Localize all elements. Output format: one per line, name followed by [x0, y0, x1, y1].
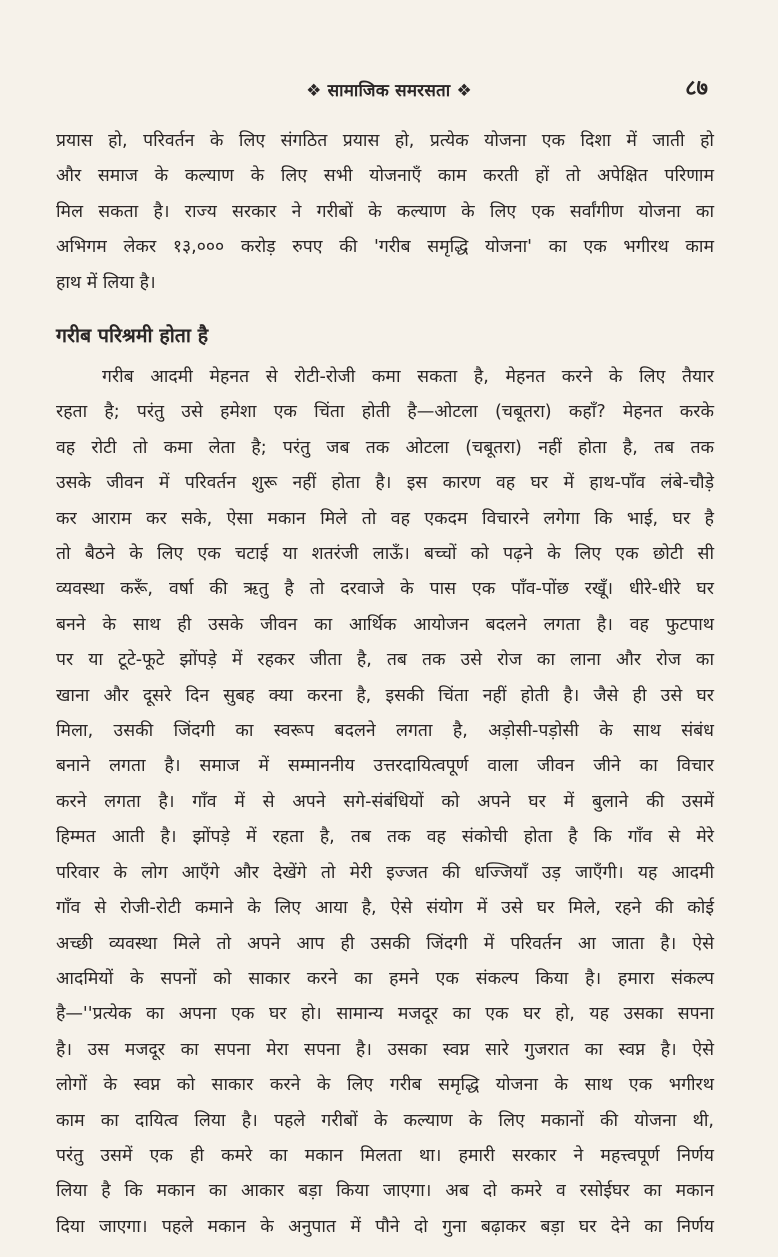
text-line: प्रयास हो, परिवर्तन के लिए संगठित प्रयास हो, प्रत्येक योजना एक दिशा में जाती हो: [56, 131, 714, 151]
text-line: काम का दायित्व लिया है। पहले गरीबों के कल्याण के लिए मकानों की योजना थी,: [56, 1110, 714, 1131]
text-line: हाथ में लिया है।: [56, 272, 156, 293]
text-line: कर आराम कर सके, ऐसा मकान मिले तो वह एकदम विचारने लगेगा कि भाई, घर है: [56, 508, 714, 529]
text-line: लिया है कि मकान का आकार बड़ा किया जाएगा। अब दो कमरे व रसोईघर का मकान: [56, 1181, 714, 1202]
page-number: ८७: [685, 76, 708, 101]
text-line: हिम्मत आती है। झोंपड़े में रहता है, तब तक वह संकोची होता है कि गाँव से मेरे: [56, 827, 714, 848]
text-line: गाँव से रोजी-रोटी कमाने के लिए आया है, ऐसे संयोग में उसे घर मिले, रहने की कोई: [56, 898, 714, 919]
text-line: मिल सकता है। राज्य सरकार ने गरीबों के कल्याण के लिए एक सर्वांगीण योजना का: [56, 201, 714, 222]
text-line: व्यवस्था करूँ, वर्षा की ऋतु है तो दरवाजे के पास एक पाँव-पोंछ रखूँ। धीरे-धीरे घर: [56, 579, 714, 600]
running-head-title: ❖ सामाजिक समरसता ❖: [306, 81, 472, 101]
text-line: आदमियों के सपनों को साकार करने का हमने एक संकल्प किया है। हमारा संकल्प: [56, 968, 714, 989]
text-line: वह रोटी तो कमा लेता है; परंतु जब तक ओटला (चबूतरा) नहीं होता है, तब तक: [56, 437, 714, 458]
text-line: रहता है; परंतु उसे हमेशा एक चिंता होती है—ओटला (चबूतरा) कहाँ? मेहनत करके: [56, 402, 714, 423]
text-line: खाना और दूसरे दिन सुबह क्या करना है, इसकी चिंता नहीं होती है। जैसे ही उसे घर: [56, 685, 714, 706]
text-line: लोगों के स्वप्न को साकार करने के लिए गरीब समृद्धि योजना के साथ एक भगीरथ: [56, 1075, 714, 1096]
text-line: अभिगम लेकर १३,००० करोड़ रुपए की 'गरीब समृद्धि योजना' का एक भगीरथ काम: [56, 237, 714, 258]
text-line: पर या टूटे-फूटे झोंपड़े में रहकर जीता है, तब तक उसे रोज का लाना और रोज का: [56, 650, 714, 671]
text-line: परिवार के लोग आएँगे और देखेंगे तो मेरी इज्जत की धज्जियाँ उड़ जाएँगी। यह आदमी: [56, 862, 714, 883]
text-line: है। उस मजदूर का सपना मेरा सपना है। उसका स्वप्न सारे गुजरात का स्वप्न है। ऐसे: [56, 1039, 714, 1060]
text-line: गरीब आदमी मेहनत से रोटी-रोजी कमा सकता है, मेहनत करने के लिए तैयार: [102, 367, 714, 387]
text-line: करने लगता है। गाँव में से अपने सगे-संबंधियों को अपने घर में बुलाने की उसमें: [56, 791, 714, 812]
text-line: और समाज के कल्याण के लिए सभी योजनाएँ काम करती हों तो अपेक्षित परिणाम: [56, 166, 714, 187]
text-line: मिला, उसकी जिंदगी का स्वरूप बदलने लगता है, अड़ोसी-पड़ोसी के साथ संबंध: [56, 721, 714, 742]
intro-paragraph: [56, 124, 714, 301]
section-heading: गरीब परिश्रमी होता है: [56, 324, 209, 347]
text-line: बनने के साथ ही उसके जीवन का आर्थिक आयोजन बदलने लगता है। वह फुटपाथ: [56, 614, 714, 635]
text-line: परंतु उसमें एक ही कमरे का मकान मिलता था। हमारी सरकार ने महत्त्वपूर्ण निर्णय: [56, 1145, 714, 1166]
text-line: अच्छी व्यवस्था मिले तो अपने आप ही उसकी जिंदगी में परिवर्तन आ जाता है। ऐसे: [56, 933, 714, 954]
text-line: तो बैठने के लिए एक चटाई या शतरंजी लाऊँ। बच्चों को पढ़ने के लिए एक छोटी सी: [56, 544, 714, 565]
section-paragraph: [56, 360, 714, 1245]
text-line: उसके जीवन में परिवर्तन शुरू नहीं होता है। इस कारण वह घर में हाथ-पाँव लंबे-चौड़े: [56, 473, 714, 494]
text-line: दिया जाएगा। पहले मकान के अनुपात में पौने दो गुना बढ़ाकर बड़ा घर देने का निर्णय: [56, 1216, 714, 1237]
text-line: है—''प्रत्येक का अपना एक घर हो। सामान्य मजदूर का एक घर हो, यह उसका सपना: [56, 1004, 714, 1025]
text-line: बनाने लगता है। समाज में सम्माननीय उत्तरदायित्वपूर्ण वाला जीवन जीने का विचार: [56, 756, 714, 777]
